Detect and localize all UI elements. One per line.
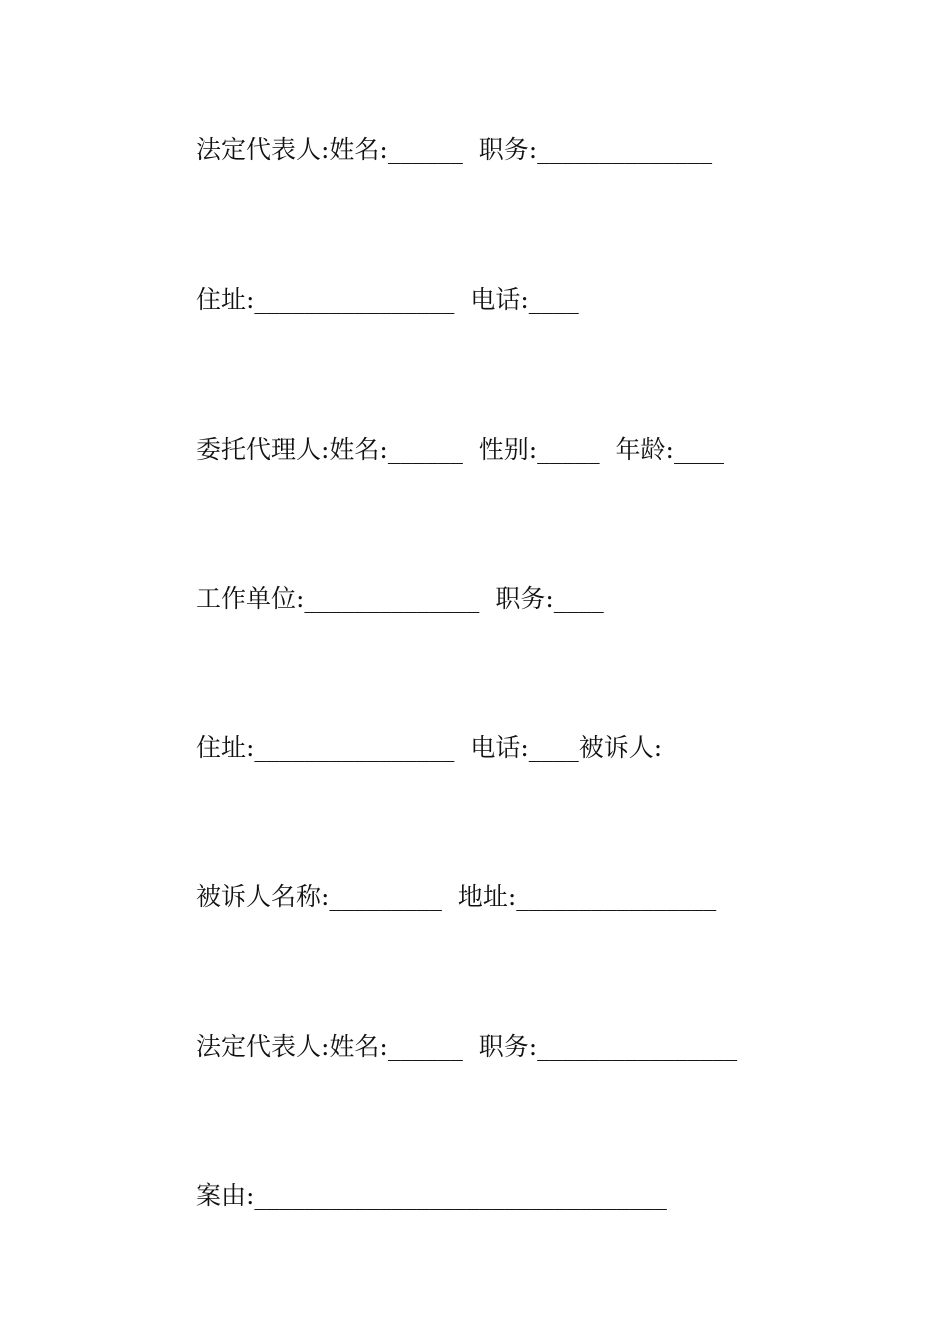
case-cause-line: 案由:_________________________________	[196, 1181, 667, 1210]
respondent-name-address-line: 被诉人名称:_________ 地址:________________	[196, 882, 717, 911]
agent-workplace-position-line: 工作单位:______________ 职务:____	[196, 584, 604, 613]
agent-name-gender-age-line: 委托代理人:姓名:______ 性别:_____ 年龄:____	[196, 435, 724, 464]
plaintiff-legal-representative-line: 法定代表人:姓名:______ 职务:______________	[196, 135, 713, 164]
respondent-legal-representative-line: 法定代表人:姓名:______ 职务:________________	[196, 1032, 738, 1061]
agent-address-phone-line: 住址:________________ 电话:____被诉人:	[196, 733, 663, 762]
plaintiff-address-phone-line: 住址:________________ 电话:____	[196, 285, 579, 314]
